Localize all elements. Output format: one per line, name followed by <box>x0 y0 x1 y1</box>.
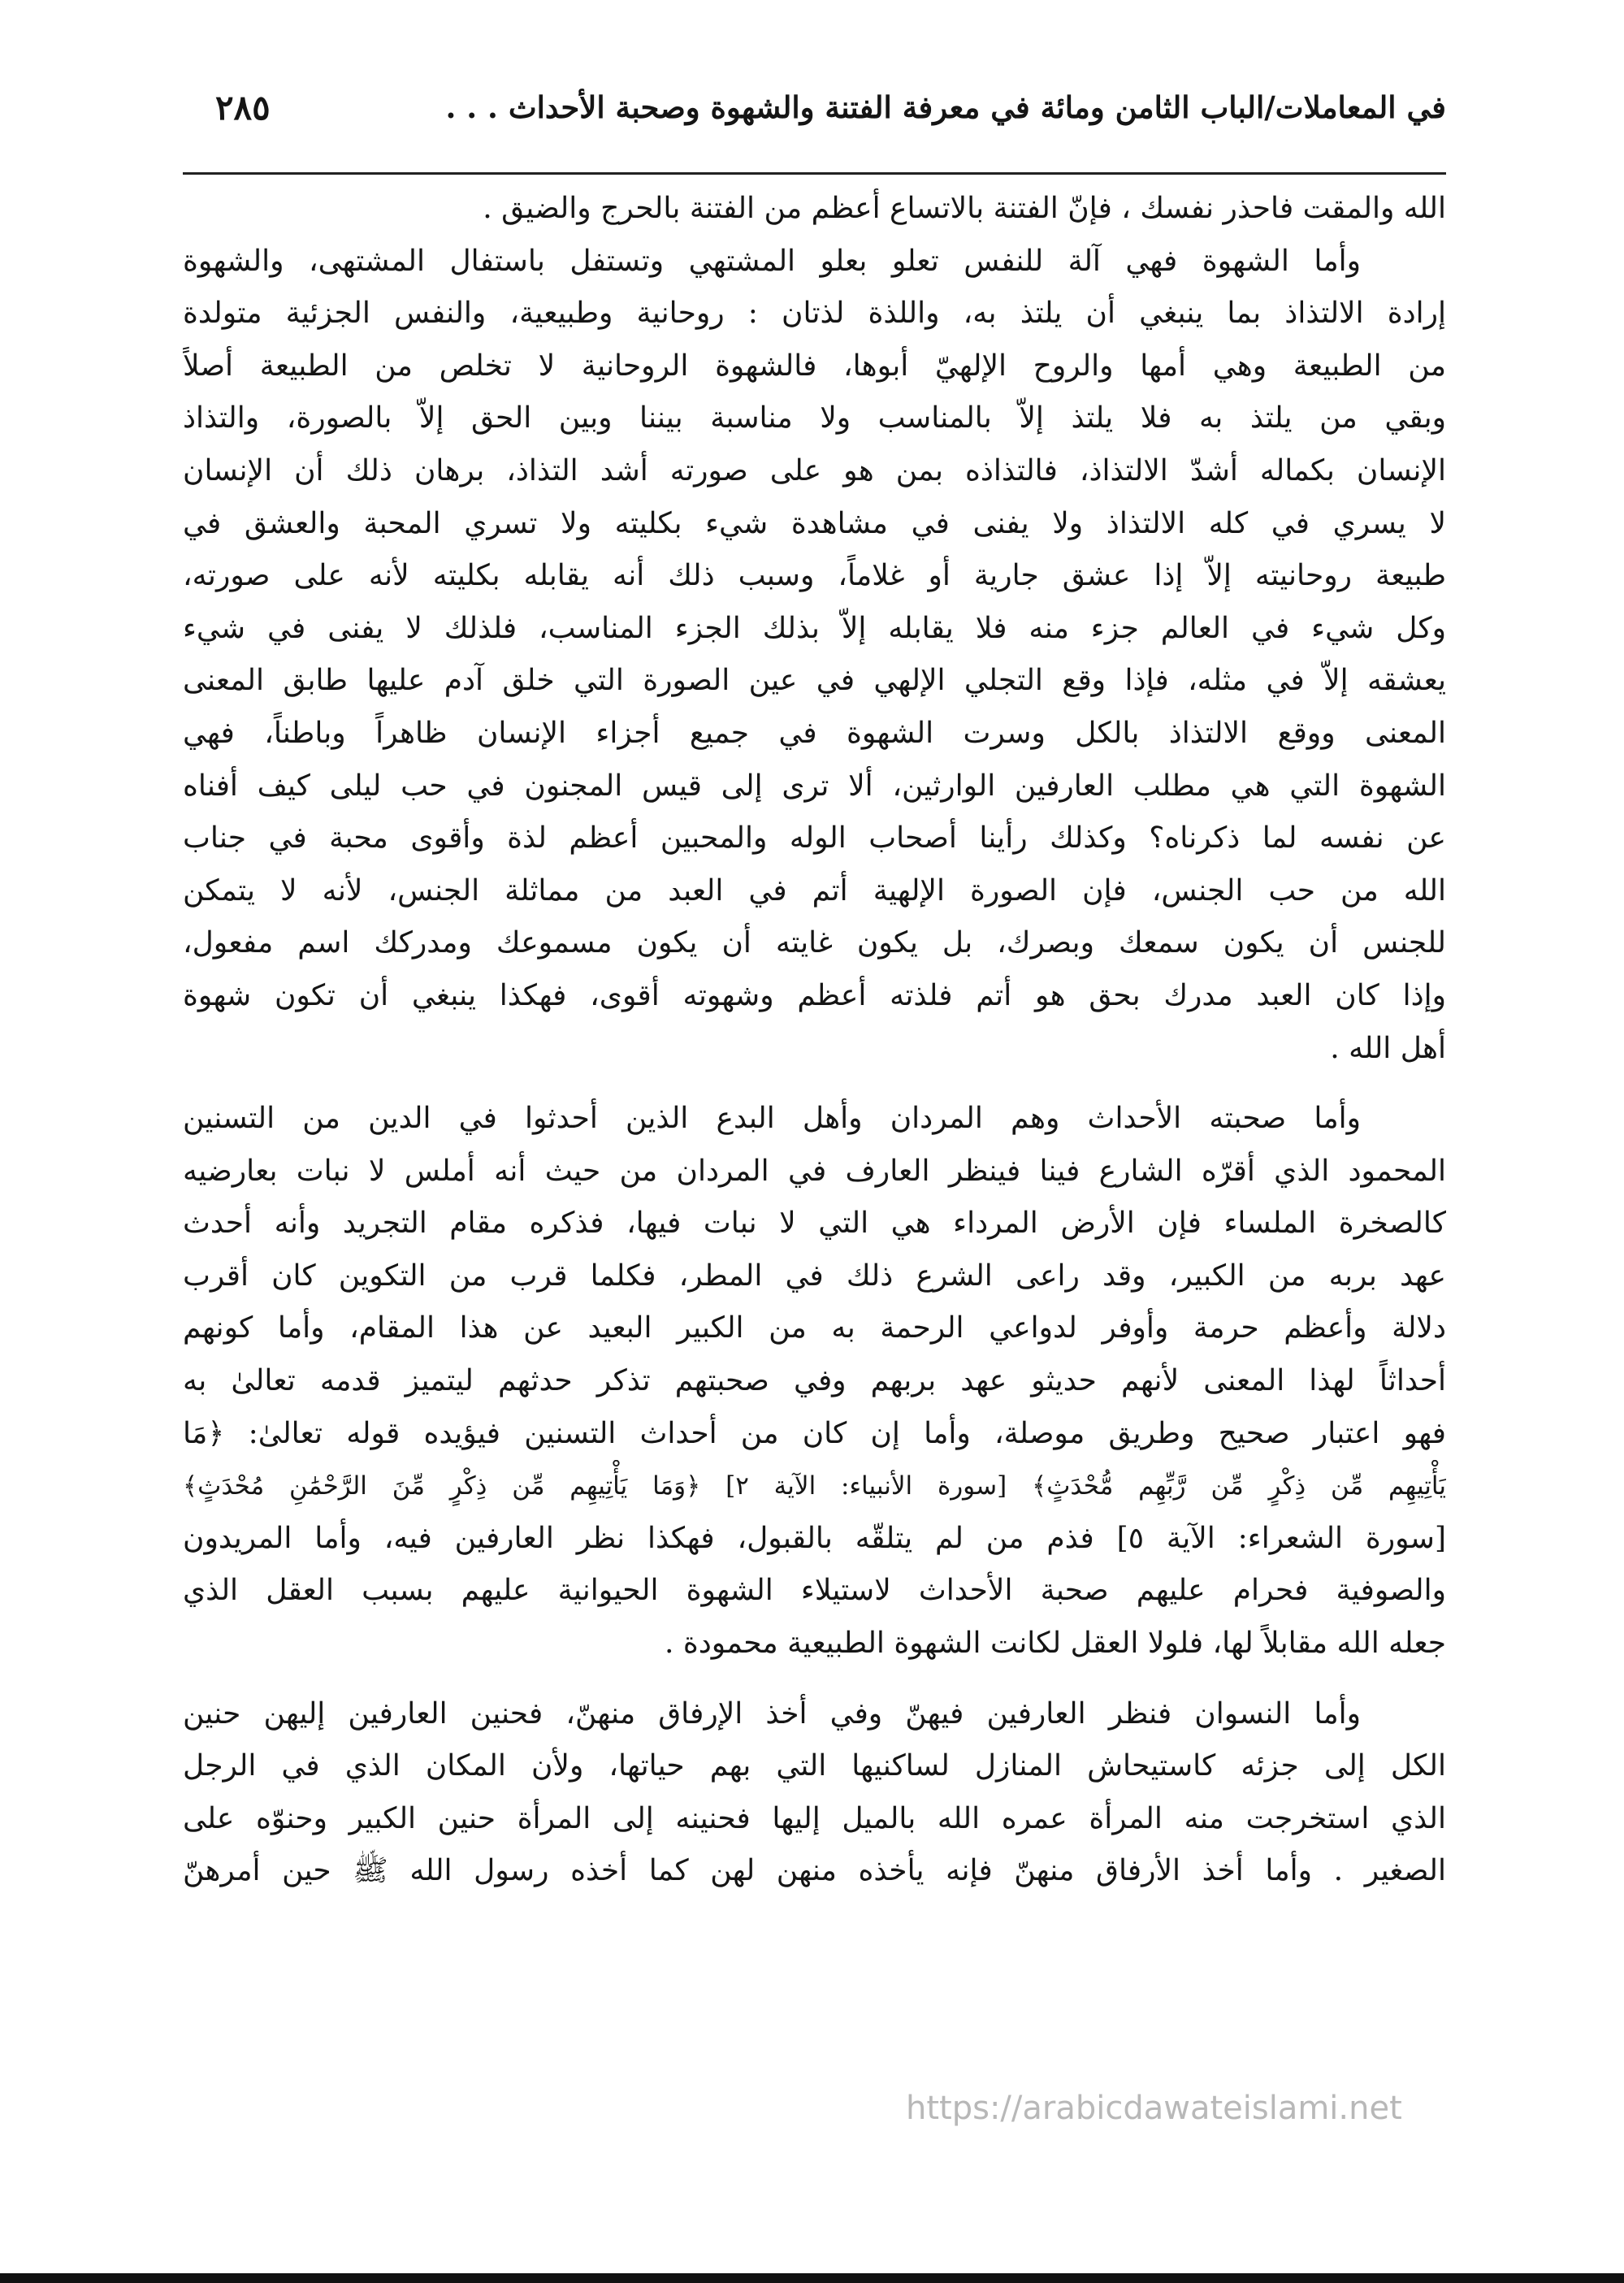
paragraph <box>183 1688 1446 1898</box>
text-line: جعله الله مقابلاً لها، فلولا العقل لكانت الشهوة الطبيعية محمودة . <box>665 1627 1446 1661</box>
text-line: الشهوة التي هي مطلب العارفين الوارثين، ألا ترى إلى قيس المجنون في حب ليلى كيف أفناه <box>183 769 1446 803</box>
text-line: وأما النسوان فنظر العارفين فيهنّ وفي أخذ الإرفاق منهنّ، فحنين العارفين إليهن حنين <box>183 1696 1361 1731</box>
text-line: عن نفسه لما ذكرناه؟ وكذلك رأينا أصحاب الوله والمحبين أعظم لذة وأقوى محبة في جناب <box>183 821 1446 856</box>
text-line: يعشقه إلاّ في مثله، فإذا وقع التجلي الإلهي في عين الصورة التي خلق آدم عليها طابق المعنى <box>183 664 1446 698</box>
watermark-url: https://arabicdawateislami.net <box>906 2090 1402 2127</box>
text-line: وإذا كان العبد مدرك بحق هو أتم فلذته أعظم وشهوته أقوى، فهكذا ينبغي أن تكون شهوة <box>183 978 1446 1012</box>
paragraph <box>183 1093 1446 1670</box>
paragraph-continued <box>183 288 1446 1075</box>
text-line: وكل شيء في العالم جزء منه فلا يقابله إلاّ بذلك الجزء المناسب، فلذلك لا يفنى في شيء <box>183 611 1446 645</box>
text-line: من الطبيعة وهي أمها والروح الإلهيّ أبوها، فالشهوة الروحانية لا تخلص من الطبيعة أصلاً <box>183 349 1446 383</box>
text-line: للجنس أن يكون سمعك وبصرك، بل يكون غايته أن يكون مسموعك ومدركك اسم مفعول، <box>183 926 1446 960</box>
quran-verse-line: يَأْتِيهِم مِّن ذِكْرٍ مِّن رَّبِّهِم مُّحْدَثٍ﴾ [سورة الأنبياء: الآية ٢] ﴿وَمَا يَأْتِيهِم مِّن ذِكْرٍ مِّنَ الرَّحْمَٰنِ مُحْدَثٍ﴾ <box>183 1471 1446 1501</box>
text-line: إرادة الالتذاذ بما ينبغي أن يلتذ به، واللذة لذتان : روحانية وطبيعية، والنفس الجزئية متولدة <box>183 297 1446 331</box>
page-header <box>183 75 1446 140</box>
text-line: المحمود الذي أقرّه الشارع فينا فينظر العارف في المردان من حيث أنه أملس لا نبات بعارضيه <box>183 1154 1446 1188</box>
text-line: أحداثاً لهذا المعنى لأنهم حديثو عهد بربهم وفي صحبتهم تذكر حدثهم ليتميز قدمه تعالىٰ به <box>183 1364 1446 1398</box>
text-line: الذي استخرجت منه المرأة عمره الله بالميل إليها فحنينه إلى المرأة حنين الكبير وحنوّه على <box>183 1801 1446 1835</box>
page-body <box>183 183 1446 1898</box>
text-line: دلالة وأعظم حرمة وأوفر لدواعي الرحمة به من الكبير البعيد عن هذا المقام، وأما كونهم <box>183 1311 1446 1345</box>
text-line: أهل الله . <box>1330 1031 1446 1065</box>
paragraph <box>183 183 1446 236</box>
running-title: في المعاملات/الباب الثامن ومائة في معرفة الفتنة والشهوة وصحبة الأحداث . . . <box>445 89 1446 125</box>
text-line: عهد بربه من الكبير، وقد راعى الشرع ذلك في المطر، فكلما قرب من التكوين كان أقرب <box>183 1258 1446 1293</box>
paragraph <box>183 236 1446 288</box>
page-number: ٢٨٥ <box>215 87 271 128</box>
text-line: الإنسان بكماله أشدّ الالتذاذ، فالتذاذه بمن هو على صورته أشد التذاذ، برهان ذلك أن الإنسان <box>183 453 1446 487</box>
text-line: [سورة الشعراء: الآية ٥] فذم من لم يتلقّه بالقبول، فهكذا نظر العارفين فيه، وأما المريدون <box>183 1521 1446 1555</box>
text-line: الصغير . وأما أخذ الأرفاق منهنّ فإنه يأخذه منهن لهن كما أخذه رسول الله ﷺ حين أمرهنّ <box>183 1854 1446 1888</box>
text-line: وبقي من يلتذ به فلا يلتذ إلاّ بالمناسب ولا مناسبة بيننا وبين الحق إلاّ بالصورة، والتذاذ <box>183 401 1446 435</box>
text-line: طبيعة روحانيته إلاّ إذا عشق جارية أو غلاماً، وسبب ذلك أنه يقابله بكليته لأنه على صورته، <box>183 559 1446 593</box>
text-line: المعنى ووقع الالتذاذ بالكل وسرت الشهوة في جميع أجزاء الإنسان ظاهراً وباطناً، فهي <box>183 716 1446 750</box>
text-line: وأما صحبته الأحداث وهم المردان وأهل البدع الذين أحدثوا في الدين من التسنين <box>183 1102 1361 1136</box>
text-line: الله من حب الجنس، فإن الصورة الإلهية أتم في العبد من مماثلة الجنس، لأنه لا يتمكن <box>183 873 1446 908</box>
header-rule <box>183 172 1446 175</box>
text-line: الله والمقت فاحذر نفسك ، فإنّ الفتنة بالاتساع أعظم من الفتنة بالحرج والضيق . <box>483 192 1446 225</box>
text-line: فهو اعتبار صحيح وطريق موصلة، وأما إن كان من أحداث التسنين فيؤيده قوله تعالىٰ: ﴿مَا <box>183 1416 1446 1450</box>
text-line: لا يسري في كله الالتذاذ ولا يفنى في مشاهدة شيء بكليته ولا تسري المحبة والعشق في <box>183 506 1446 540</box>
text-line: الكل إلى جزئه كاستيحاش المنازل لساكنيها التي بهم حياتها، ولأن المكان الذي في الرجل <box>183 1749 1446 1783</box>
text-line: والصوفية فحرام عليهم صحبة الأحداث لاستيلاء الشهوة الحيوانية عليهم بسبب العقل الذي <box>183 1574 1446 1608</box>
scan-bottom-edge <box>0 2273 1624 2283</box>
text-line: كالصخرة الملساء فإن الأرض المرداء هي التي لا نبات فيها، فذكره مقام التجريد وأنه أحدث <box>183 1206 1446 1241</box>
text-line: وأما الشهوة فهي آلة للنفس تعلو بعلو المشتهي وتستفل باستفال المشتهى، والشهوة <box>183 244 1361 278</box>
